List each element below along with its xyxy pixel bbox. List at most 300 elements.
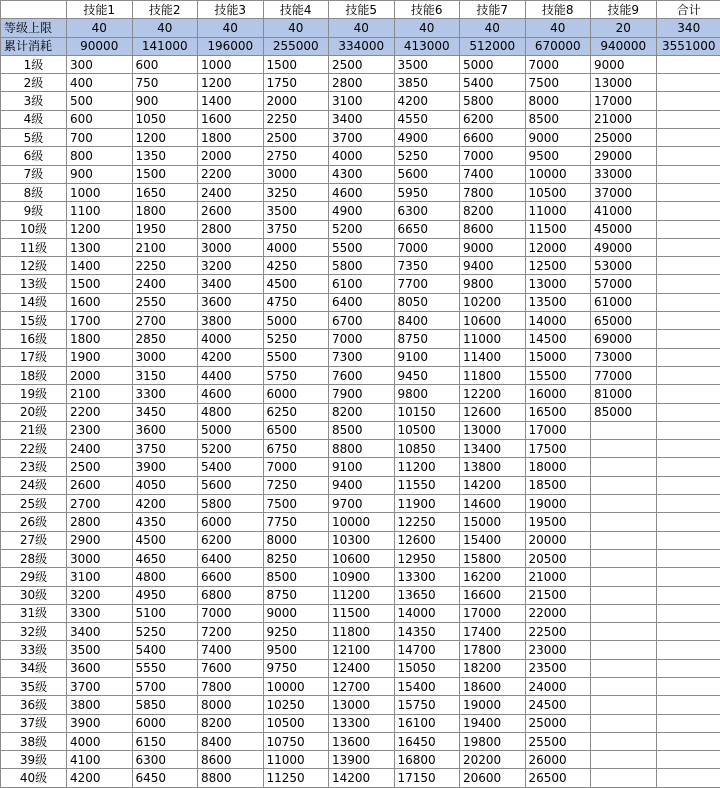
cost-cell[interactable]: 21000 xyxy=(591,110,657,128)
total-cost-value[interactable]: 255000 xyxy=(263,37,329,55)
cost-cell[interactable] xyxy=(656,531,720,549)
cost-cell[interactable]: 23500 xyxy=(525,659,591,677)
cost-cell[interactable]: 8400 xyxy=(394,312,460,330)
cost-cell[interactable]: 12500 xyxy=(525,257,591,275)
cost-cell[interactable]: 53000 xyxy=(591,257,657,275)
level-label[interactable]: 16级 xyxy=(1,330,67,348)
cost-cell[interactable] xyxy=(656,568,720,586)
level-label[interactable]: 9级 xyxy=(1,202,67,220)
header-skill-3[interactable]: 技能3 xyxy=(198,1,264,19)
total-cost-value[interactable]: 334000 xyxy=(329,37,395,55)
cost-cell[interactable]: 7000 xyxy=(263,458,329,476)
cost-cell[interactable]: 5500 xyxy=(263,348,329,366)
cost-cell[interactable]: 5250 xyxy=(394,147,460,165)
cost-cell[interactable]: 7000 xyxy=(460,147,526,165)
cost-cell[interactable]: 10250 xyxy=(263,696,329,714)
cost-cell[interactable]: 17000 xyxy=(460,604,526,622)
level-label[interactable]: 8级 xyxy=(1,183,67,201)
cost-cell[interactable]: 9800 xyxy=(394,385,460,403)
cost-cell[interactable]: 10600 xyxy=(460,312,526,330)
cost-cell[interactable]: 13000 xyxy=(329,696,395,714)
cost-cell[interactable]: 1400 xyxy=(198,92,264,110)
cost-cell[interactable] xyxy=(656,385,720,403)
cost-cell[interactable] xyxy=(591,696,657,714)
cost-cell[interactable]: 5600 xyxy=(394,165,460,183)
cost-cell[interactable]: 2100 xyxy=(132,238,198,256)
cost-cell[interactable]: 600 xyxy=(132,55,198,73)
max-level-value[interactable]: 40 xyxy=(329,19,395,37)
cost-cell[interactable]: 4300 xyxy=(329,165,395,183)
cost-cell[interactable]: 7200 xyxy=(198,623,264,641)
cost-cell[interactable]: 8500 xyxy=(263,568,329,586)
cost-cell[interactable] xyxy=(656,220,720,238)
cost-cell[interactable]: 10300 xyxy=(329,531,395,549)
cost-cell[interactable] xyxy=(591,531,657,549)
cost-cell[interactable]: 29000 xyxy=(591,147,657,165)
cost-cell[interactable]: 4200 xyxy=(394,92,460,110)
cost-cell[interactable]: 6650 xyxy=(394,220,460,238)
cost-cell[interactable]: 7000 xyxy=(394,238,460,256)
cost-cell[interactable]: 15800 xyxy=(460,549,526,567)
cost-cell[interactable]: 24000 xyxy=(525,677,591,695)
total-cost-value[interactable]: 141000 xyxy=(132,37,198,55)
cost-cell[interactable] xyxy=(656,403,720,421)
cost-cell[interactable] xyxy=(656,202,720,220)
cost-cell[interactable]: 8750 xyxy=(394,330,460,348)
cost-cell[interactable]: 4600 xyxy=(198,385,264,403)
cost-cell[interactable]: 2300 xyxy=(67,421,133,439)
cost-cell[interactable]: 8500 xyxy=(329,421,395,439)
cost-cell[interactable]: 1500 xyxy=(67,275,133,293)
cost-cell[interactable]: 18000 xyxy=(525,458,591,476)
cost-cell[interactable]: 21000 xyxy=(525,568,591,586)
total-cost-value[interactable]: 90000 xyxy=(67,37,133,55)
cost-cell[interactable]: 6000 xyxy=(198,513,264,531)
cost-cell[interactable]: 45000 xyxy=(591,220,657,238)
cost-cell[interactable]: 77000 xyxy=(591,366,657,384)
cost-cell[interactable]: 11200 xyxy=(394,458,460,476)
cost-cell[interactable]: 14500 xyxy=(525,330,591,348)
cost-cell[interactable]: 33000 xyxy=(591,165,657,183)
cost-cell[interactable]: 4000 xyxy=(198,330,264,348)
cost-cell[interactable]: 8250 xyxy=(263,549,329,567)
level-label[interactable]: 10级 xyxy=(1,220,67,238)
cost-cell[interactable]: 5100 xyxy=(132,604,198,622)
cost-cell[interactable]: 6500 xyxy=(263,421,329,439)
level-label[interactable]: 19级 xyxy=(1,385,67,403)
cost-cell[interactable]: 12250 xyxy=(394,513,460,531)
cost-cell[interactable] xyxy=(591,623,657,641)
cost-cell[interactable]: 16100 xyxy=(394,714,460,732)
cost-cell[interactable]: 8050 xyxy=(394,293,460,311)
cost-cell[interactable]: 5800 xyxy=(329,257,395,275)
cost-cell[interactable]: 4900 xyxy=(329,202,395,220)
cost-cell[interactable]: 10000 xyxy=(525,165,591,183)
cost-cell[interactable]: 20500 xyxy=(525,549,591,567)
cost-cell[interactable]: 1600 xyxy=(198,110,264,128)
level-label[interactable]: 13级 xyxy=(1,275,67,293)
cost-cell[interactable]: 750 xyxy=(132,74,198,92)
cost-cell[interactable]: 26500 xyxy=(525,769,591,787)
cost-cell[interactable]: 10150 xyxy=(394,403,460,421)
cost-cell[interactable]: 8750 xyxy=(263,586,329,604)
cost-cell[interactable]: 1800 xyxy=(198,129,264,147)
cost-cell[interactable]: 2250 xyxy=(132,257,198,275)
cost-cell[interactable]: 12100 xyxy=(329,641,395,659)
max-level-value[interactable]: 40 xyxy=(460,19,526,37)
level-label[interactable]: 34级 xyxy=(1,659,67,677)
cost-cell[interactable] xyxy=(591,476,657,494)
level-label[interactable]: 39级 xyxy=(1,751,67,769)
cost-cell[interactable]: 14200 xyxy=(460,476,526,494)
cost-cell[interactable]: 600 xyxy=(67,110,133,128)
cost-cell[interactable]: 16000 xyxy=(525,385,591,403)
cost-cell[interactable]: 4200 xyxy=(67,769,133,787)
level-label[interactable]: 17级 xyxy=(1,348,67,366)
cost-cell[interactable]: 5600 xyxy=(198,476,264,494)
cost-cell[interactable]: 4900 xyxy=(394,129,460,147)
level-label[interactable]: 40级 xyxy=(1,769,67,787)
cost-cell[interactable]: 12000 xyxy=(525,238,591,256)
cost-cell[interactable] xyxy=(656,110,720,128)
cost-cell[interactable]: 1400 xyxy=(67,257,133,275)
level-label[interactable]: 28级 xyxy=(1,549,67,567)
cost-cell[interactable]: 3700 xyxy=(67,677,133,695)
cost-cell[interactable]: 13000 xyxy=(460,421,526,439)
total-cost-value[interactable]: 512000 xyxy=(460,37,526,55)
cost-cell[interactable]: 2800 xyxy=(67,513,133,531)
cost-cell[interactable] xyxy=(656,714,720,732)
total-cost-value[interactable]: 3551000 xyxy=(656,37,720,55)
cost-cell[interactable]: 1200 xyxy=(67,220,133,238)
cost-cell[interactable]: 10750 xyxy=(263,732,329,750)
cost-cell[interactable] xyxy=(656,165,720,183)
cost-cell[interactable]: 17000 xyxy=(525,421,591,439)
level-label[interactable]: 30级 xyxy=(1,586,67,604)
cost-cell[interactable]: 4950 xyxy=(132,586,198,604)
header-skill-5[interactable]: 技能5 xyxy=(329,1,395,19)
cost-cell[interactable]: 13650 xyxy=(394,586,460,604)
cost-cell[interactable] xyxy=(591,495,657,513)
cost-cell[interactable]: 14000 xyxy=(394,604,460,622)
level-label[interactable]: 2级 xyxy=(1,74,67,92)
cost-cell[interactable]: 21500 xyxy=(525,586,591,604)
cost-cell[interactable]: 10850 xyxy=(394,440,460,458)
cost-cell[interactable]: 8800 xyxy=(329,440,395,458)
header-skill-9[interactable]: 技能9 xyxy=(591,1,657,19)
cost-cell[interactable]: 1750 xyxy=(263,74,329,92)
cost-cell[interactable]: 4650 xyxy=(132,549,198,567)
cost-cell[interactable]: 12950 xyxy=(394,549,460,567)
cost-cell[interactable]: 2700 xyxy=(132,312,198,330)
cost-cell[interactable] xyxy=(656,604,720,622)
cost-cell[interactable]: 4550 xyxy=(394,110,460,128)
cost-cell[interactable]: 17400 xyxy=(460,623,526,641)
cost-cell[interactable]: 13800 xyxy=(460,458,526,476)
max-level-value[interactable]: 40 xyxy=(263,19,329,37)
cost-cell[interactable]: 800 xyxy=(67,147,133,165)
cost-cell[interactable]: 9450 xyxy=(394,366,460,384)
level-label[interactable]: 25级 xyxy=(1,495,67,513)
cost-cell[interactable]: 3100 xyxy=(67,568,133,586)
cost-cell[interactable]: 10500 xyxy=(525,183,591,201)
cost-cell[interactable]: 1500 xyxy=(263,55,329,73)
cost-cell[interactable]: 19800 xyxy=(460,732,526,750)
cost-cell[interactable]: 5250 xyxy=(263,330,329,348)
cost-cell[interactable]: 8600 xyxy=(460,220,526,238)
cost-cell[interactable]: 8400 xyxy=(198,732,264,750)
cost-cell[interactable]: 1500 xyxy=(132,165,198,183)
level-label[interactable]: 36级 xyxy=(1,696,67,714)
cost-cell[interactable] xyxy=(656,312,720,330)
cost-cell[interactable] xyxy=(591,732,657,750)
cost-cell[interactable]: 16200 xyxy=(460,568,526,586)
cost-cell[interactable]: 2200 xyxy=(198,165,264,183)
level-label[interactable]: 18级 xyxy=(1,366,67,384)
cost-cell[interactable]: 1200 xyxy=(132,129,198,147)
cost-cell[interactable]: 3400 xyxy=(329,110,395,128)
cost-cell[interactable]: 5550 xyxy=(132,659,198,677)
cost-cell[interactable]: 7500 xyxy=(525,74,591,92)
cost-cell[interactable]: 4500 xyxy=(132,531,198,549)
cost-cell[interactable]: 41000 xyxy=(591,202,657,220)
total-cost-value[interactable]: 196000 xyxy=(198,37,264,55)
cost-cell[interactable]: 9800 xyxy=(460,275,526,293)
cost-cell[interactable]: 7900 xyxy=(329,385,395,403)
cost-cell[interactable]: 15000 xyxy=(460,513,526,531)
cost-cell[interactable] xyxy=(591,513,657,531)
cost-cell[interactable]: 3850 xyxy=(394,74,460,92)
cost-cell[interactable] xyxy=(656,732,720,750)
cost-cell[interactable]: 3000 xyxy=(198,238,264,256)
level-label[interactable]: 31级 xyxy=(1,604,67,622)
cost-cell[interactable] xyxy=(656,330,720,348)
cost-cell[interactable]: 5800 xyxy=(198,495,264,513)
cost-cell[interactable]: 7800 xyxy=(198,677,264,695)
cost-cell[interactable] xyxy=(656,183,720,201)
cost-cell[interactable]: 5750 xyxy=(263,366,329,384)
cost-cell[interactable] xyxy=(591,641,657,659)
cost-cell[interactable] xyxy=(656,421,720,439)
cost-cell[interactable]: 10200 xyxy=(460,293,526,311)
cost-cell[interactable]: 5400 xyxy=(460,74,526,92)
cost-cell[interactable]: 12600 xyxy=(460,403,526,421)
cost-cell[interactable]: 11900 xyxy=(394,495,460,513)
cost-cell[interactable] xyxy=(656,476,720,494)
cost-cell[interactable]: 14000 xyxy=(525,312,591,330)
cost-cell[interactable]: 2600 xyxy=(198,202,264,220)
level-label[interactable]: 21级 xyxy=(1,421,67,439)
cost-cell[interactable] xyxy=(591,421,657,439)
cost-cell[interactable]: 1900 xyxy=(67,348,133,366)
cost-cell[interactable]: 7600 xyxy=(198,659,264,677)
cost-cell[interactable]: 5400 xyxy=(132,641,198,659)
level-label[interactable]: 27级 xyxy=(1,531,67,549)
cost-cell[interactable]: 12400 xyxy=(329,659,395,677)
cost-cell[interactable]: 8200 xyxy=(329,403,395,421)
cost-cell[interactable]: 6250 xyxy=(263,403,329,421)
cost-cell[interactable]: 5700 xyxy=(132,677,198,695)
cost-cell[interactable]: 2000 xyxy=(263,92,329,110)
cost-cell[interactable]: 16450 xyxy=(394,732,460,750)
level-label[interactable]: 38级 xyxy=(1,732,67,750)
cost-cell[interactable]: 23000 xyxy=(525,641,591,659)
max-level-value[interactable]: 40 xyxy=(394,19,460,37)
cost-cell[interactable]: 11250 xyxy=(263,769,329,787)
cost-cell[interactable]: 65000 xyxy=(591,312,657,330)
cost-cell[interactable]: 7250 xyxy=(263,476,329,494)
cost-cell[interactable] xyxy=(656,623,720,641)
cost-cell[interactable] xyxy=(591,458,657,476)
cost-cell[interactable]: 1800 xyxy=(132,202,198,220)
cost-cell[interactable]: 18600 xyxy=(460,677,526,695)
level-label[interactable]: 20级 xyxy=(1,403,67,421)
cost-cell[interactable]: 7750 xyxy=(263,513,329,531)
cost-cell[interactable] xyxy=(656,769,720,787)
cost-cell[interactable]: 4750 xyxy=(263,293,329,311)
cost-cell[interactable]: 2800 xyxy=(329,74,395,92)
cost-cell[interactable]: 22500 xyxy=(525,623,591,641)
cost-cell[interactable] xyxy=(591,568,657,586)
cost-cell[interactable]: 6400 xyxy=(329,293,395,311)
cost-cell[interactable]: 2400 xyxy=(132,275,198,293)
cost-cell[interactable]: 18200 xyxy=(460,659,526,677)
cost-cell[interactable]: 4350 xyxy=(132,513,198,531)
cost-cell[interactable]: 69000 xyxy=(591,330,657,348)
cost-cell[interactable]: 5250 xyxy=(132,623,198,641)
total-cost-value[interactable]: 670000 xyxy=(525,37,591,55)
cost-cell[interactable]: 6700 xyxy=(329,312,395,330)
cost-cell[interactable]: 1200 xyxy=(198,74,264,92)
cost-cell[interactable]: 13300 xyxy=(394,568,460,586)
cost-cell[interactable]: 15750 xyxy=(394,696,460,714)
cost-cell[interactable]: 2550 xyxy=(132,293,198,311)
cost-cell[interactable]: 2800 xyxy=(198,220,264,238)
cost-cell[interactable]: 37000 xyxy=(591,183,657,201)
cost-cell[interactable]: 5400 xyxy=(198,458,264,476)
cost-cell[interactable]: 8000 xyxy=(525,92,591,110)
cost-cell[interactable]: 11800 xyxy=(460,366,526,384)
cost-cell[interactable]: 3750 xyxy=(132,440,198,458)
max-level-value[interactable]: 40 xyxy=(198,19,264,37)
cost-cell[interactable]: 3200 xyxy=(198,257,264,275)
cost-cell[interactable]: 3600 xyxy=(132,421,198,439)
cost-cell[interactable]: 7000 xyxy=(329,330,395,348)
cost-cell[interactable]: 500 xyxy=(67,92,133,110)
cost-cell[interactable]: 12200 xyxy=(460,385,526,403)
cost-cell[interactable]: 9400 xyxy=(460,257,526,275)
cost-cell[interactable]: 1650 xyxy=(132,183,198,201)
cost-cell[interactable]: 12700 xyxy=(329,677,395,695)
level-label[interactable]: 29级 xyxy=(1,568,67,586)
cost-cell[interactable]: 4800 xyxy=(132,568,198,586)
cost-cell[interactable] xyxy=(656,257,720,275)
cost-cell[interactable]: 3750 xyxy=(263,220,329,238)
cost-cell[interactable]: 3100 xyxy=(329,92,395,110)
cost-cell[interactable]: 2500 xyxy=(263,129,329,147)
cost-cell[interactable]: 6450 xyxy=(132,769,198,787)
cost-cell[interactable]: 3400 xyxy=(67,623,133,641)
cost-cell[interactable] xyxy=(591,604,657,622)
cost-cell[interactable]: 6150 xyxy=(132,732,198,750)
cost-cell[interactable]: 2000 xyxy=(67,366,133,384)
cost-cell[interactable]: 900 xyxy=(132,92,198,110)
cost-cell[interactable]: 8800 xyxy=(198,769,264,787)
level-label[interactable]: 11级 xyxy=(1,238,67,256)
cost-cell[interactable]: 49000 xyxy=(591,238,657,256)
cost-cell[interactable]: 14600 xyxy=(460,495,526,513)
cost-cell[interactable]: 85000 xyxy=(591,403,657,421)
max-level-value[interactable]: 40 xyxy=(67,19,133,37)
cost-cell[interactable]: 6200 xyxy=(198,531,264,549)
total-cost-value[interactable]: 413000 xyxy=(394,37,460,55)
cost-cell[interactable]: 25000 xyxy=(525,714,591,732)
header-skill-7[interactable]: 技能7 xyxy=(460,1,526,19)
cost-cell[interactable]: 2600 xyxy=(67,476,133,494)
level-label[interactable]: 24级 xyxy=(1,476,67,494)
cost-cell[interactable]: 17500 xyxy=(525,440,591,458)
cost-cell[interactable]: 14200 xyxy=(329,769,395,787)
cost-cell[interactable]: 4000 xyxy=(263,238,329,256)
cost-cell[interactable] xyxy=(656,751,720,769)
cost-cell[interactable]: 6000 xyxy=(263,385,329,403)
cost-cell[interactable]: 1600 xyxy=(67,293,133,311)
cost-cell[interactable]: 5000 xyxy=(263,312,329,330)
cost-cell[interactable]: 13300 xyxy=(329,714,395,732)
level-label[interactable]: 15级 xyxy=(1,312,67,330)
cost-cell[interactable]: 57000 xyxy=(591,275,657,293)
cost-cell[interactable]: 9750 xyxy=(263,659,329,677)
cost-cell[interactable] xyxy=(656,348,720,366)
cost-cell[interactable]: 7300 xyxy=(329,348,395,366)
cost-cell[interactable]: 10000 xyxy=(263,677,329,695)
cost-cell[interactable] xyxy=(656,293,720,311)
cost-cell[interactable]: 25500 xyxy=(525,732,591,750)
cost-cell[interactable]: 3600 xyxy=(67,659,133,677)
cost-cell[interactable]: 400 xyxy=(67,74,133,92)
cost-cell[interactable] xyxy=(656,275,720,293)
cost-cell[interactable] xyxy=(656,513,720,531)
cost-cell[interactable] xyxy=(656,696,720,714)
cost-cell[interactable]: 11000 xyxy=(460,330,526,348)
cost-cell[interactable]: 17150 xyxy=(394,769,460,787)
level-label[interactable]: 6级 xyxy=(1,147,67,165)
cost-cell[interactable]: 9700 xyxy=(329,495,395,513)
cost-cell[interactable]: 22000 xyxy=(525,604,591,622)
cost-cell[interactable]: 3900 xyxy=(132,458,198,476)
header-skill-1[interactable]: 技能1 xyxy=(67,1,133,19)
level-label[interactable]: 23级 xyxy=(1,458,67,476)
cost-cell[interactable]: 6300 xyxy=(394,202,460,220)
cost-cell[interactable]: 61000 xyxy=(591,293,657,311)
level-label[interactable]: 3级 xyxy=(1,92,67,110)
cost-cell[interactable]: 7600 xyxy=(329,366,395,384)
cost-cell[interactable]: 3300 xyxy=(67,604,133,622)
cost-cell[interactable]: 4500 xyxy=(263,275,329,293)
cost-cell[interactable] xyxy=(656,677,720,695)
cost-cell[interactable]: 11000 xyxy=(263,751,329,769)
cost-cell[interactable]: 20000 xyxy=(525,531,591,549)
cost-cell[interactable]: 9100 xyxy=(329,458,395,476)
cost-cell[interactable]: 2900 xyxy=(67,531,133,549)
cost-cell[interactable] xyxy=(656,238,720,256)
cost-cell[interactable]: 19000 xyxy=(460,696,526,714)
cost-cell[interactable]: 11800 xyxy=(329,623,395,641)
cost-cell[interactable]: 4050 xyxy=(132,476,198,494)
cost-cell[interactable]: 9000 xyxy=(591,55,657,73)
level-label[interactable]: 33级 xyxy=(1,641,67,659)
cost-cell[interactable] xyxy=(591,440,657,458)
